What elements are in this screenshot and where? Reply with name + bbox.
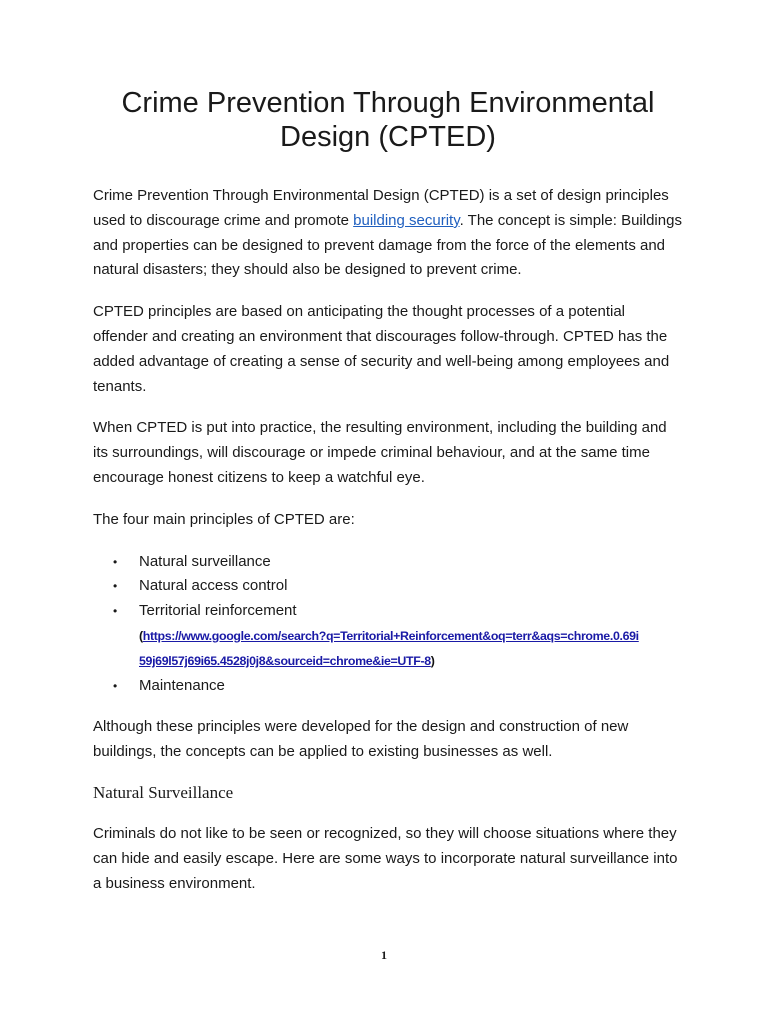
territorial-reinforcement-url-link[interactable]: https://www.google.com/search?q=Territorial+Reinforcement&oq=terr&aqs=chrome.0.69i bbox=[142, 628, 639, 643]
bullet-icon: • bbox=[113, 678, 118, 693]
page-number: 1 bbox=[381, 948, 387, 962]
section-heading-natural-surveillance: Natural Surveillance bbox=[93, 782, 234, 802]
bullet-icon: • bbox=[113, 579, 118, 594]
paragraph-existing-businesses: Although these principles were developed for the design and construction of new buildings, the concepts can be applied to existing businesses as well. bbox=[93, 718, 629, 761]
principles-list bbox=[93, 550, 683, 699]
bullet-icon: • bbox=[113, 554, 118, 569]
list-item-territorial-reinforcement bbox=[113, 599, 683, 673]
paragraph-principles-basis: CPTED principles are based on anticipating the thought processes of a potential offender and creating an environment that discourages follow-through. CPTED has the added advantage of creating a sense of security and well-being among employees and tenants. bbox=[93, 303, 670, 395]
intro-text-before-link: Crime Prevention Through Environmental Design (CPTED) is a set of design principles used to discourage crime and promote bbox=[93, 187, 669, 229]
principles-intro: The four main principles of CPTED are: bbox=[93, 510, 355, 528]
url-open-paren: ( bbox=[139, 628, 143, 643]
list-item-maintenance bbox=[113, 674, 683, 699]
document-content bbox=[93, 86, 683, 913]
url-close-paren: ) bbox=[430, 653, 435, 668]
territorial-reinforcement-url-link-continued[interactable]: 59j69l57j69i65.4528j0j8&sourceid=chrome&ie=UTF-8 bbox=[139, 653, 431, 668]
paragraph-practice: When CPTED is put into practice, the resulting environment, including the building and its surroundings, will discourage or impede criminal behaviour, and at the same time encourage honest citizens to keep a watchful eye. bbox=[93, 419, 667, 486]
building-security-link[interactable]: building security bbox=[353, 211, 460, 229]
paragraph-natural-surveillance: Criminals do not like to be seen or recognized, so they will choose situations where they can hide and easily escape. Here are some ways to incorporate natural surveillance into a business environment. bbox=[93, 824, 678, 892]
territorial-url-line-1 bbox=[139, 624, 683, 649]
list-item-label: Natural surveillance bbox=[139, 552, 271, 570]
territorial-url-line-2 bbox=[139, 649, 683, 674]
list-item-label: Maintenance bbox=[139, 676, 225, 694]
document-title: Crime Prevention Through Environmental Design (CPTED) bbox=[121, 87, 655, 153]
list-item-natural-access-control bbox=[113, 574, 683, 599]
list-item-label: Natural access control bbox=[139, 577, 288, 595]
intro-paragraph bbox=[93, 184, 683, 283]
intro-text-after-link: . The concept is simple: Buildings and properties can be designed to prevent damage from the force of the elements and natural disasters; they should also be designed to prevent crime. bbox=[93, 211, 682, 279]
list-item-label: Territorial reinforcement bbox=[139, 602, 297, 620]
list-item-natural-surveillance bbox=[113, 550, 683, 575]
bullet-icon: • bbox=[113, 604, 118, 619]
